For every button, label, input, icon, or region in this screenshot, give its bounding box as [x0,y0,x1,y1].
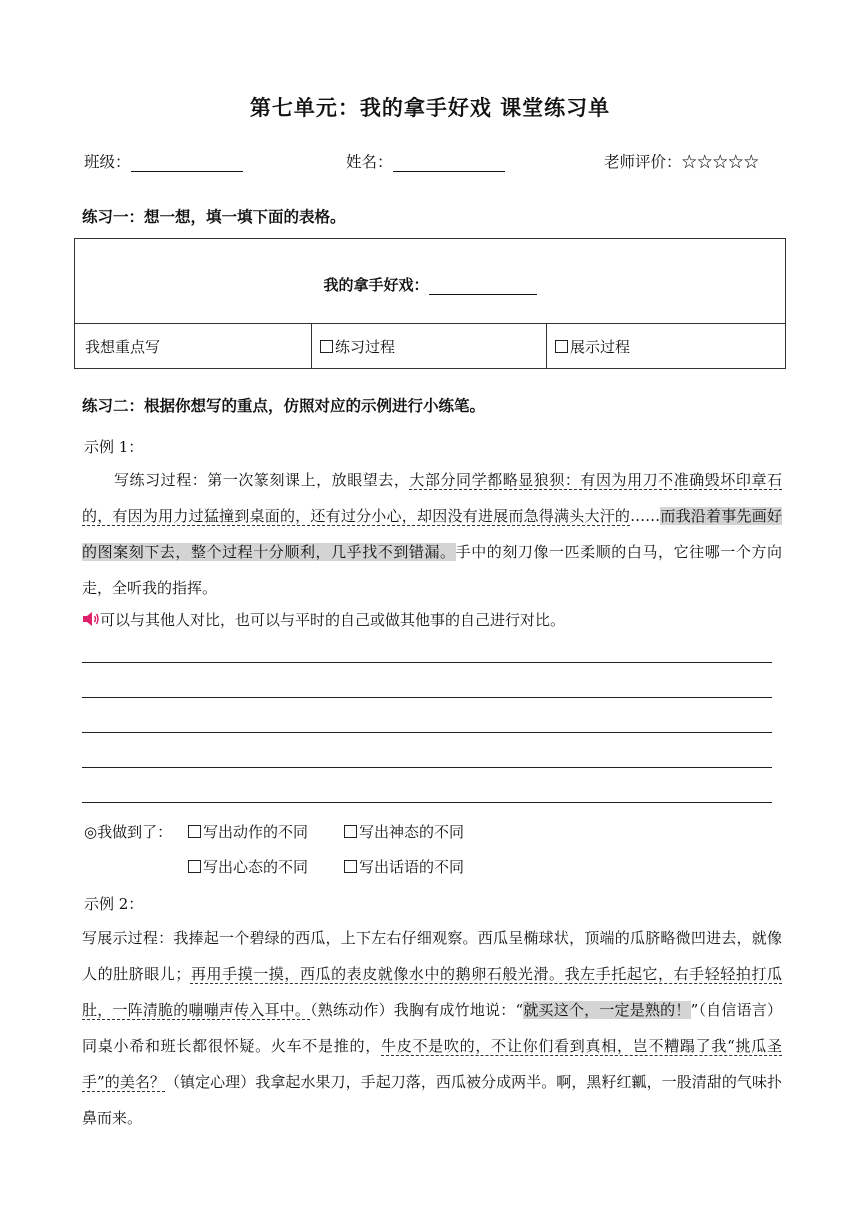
checkbox-icon[interactable] [344,825,357,838]
writing-line[interactable] [82,732,772,733]
name-blank[interactable] [393,157,505,172]
checkbox-icon[interactable] [555,340,568,353]
writing-line[interactable] [82,767,772,768]
tip-line [82,609,565,630]
check-action[interactable] [188,821,308,842]
example1-paragraph [82,462,782,606]
check-speech[interactable] [344,856,464,877]
tip-text: 可以与其他人对比，也可以与平时的自己或做其他事的自己进行对比。 [100,611,566,629]
check-mindset[interactable] [188,856,308,877]
page-title: 第七单元：我的拿手好戏 课堂练习单 [249,96,611,120]
star-rating[interactable]: ☆☆☆☆☆ [681,153,760,171]
p2-part-e: ”（自信语言）同桌小希和班长都很怀疑。火车不是推的， [82,1001,782,1055]
check-expression[interactable] [344,821,464,842]
checkbox-icon[interactable] [188,825,201,838]
p1-underlined: 大部分同学都略显狼狈：有因为用刀不准确毁坏印章石的，有因为用力过猛撞到桌面的，还有过分小心，却因没有进展而急得满头大汗的 [82,471,782,525]
name-field [346,150,505,172]
check-speech-label: 写出话语的不同 [359,858,465,876]
checkbox-icon[interactable] [188,860,201,873]
check-mindset-label: 写出心态的不同 [203,858,309,876]
name-label: 姓名： [346,153,393,171]
check-expression-label: 写出神态的不同 [359,823,465,841]
p1-part-a: 写练习过程：第一次篆刻课上，放眼望去， [114,471,410,489]
row-label: 我想重点写 [75,324,312,369]
option-practice-label: 练习过程 [335,337,396,356]
table-title: 我的拿手好戏： [323,275,429,294]
p2-part-g: （镇定心理）我拿起水果刀，手起刀落，西瓜被分成两半。啊，黑籽红瓤，一股清甜的气味扑鼻而来。 [82,1073,782,1127]
writing-line[interactable] [82,662,772,663]
exercise2-heading: 练习二：根据你想写的重点，仿照对应的示例进行小练笔。 [82,397,486,415]
example2-label: 示例 2： [84,895,144,913]
class-blank[interactable] [131,157,243,172]
table-title-cell [75,239,786,324]
writing-line[interactable] [82,697,772,698]
teacher-evaluation [604,150,759,172]
checkbox-icon[interactable] [320,340,333,353]
writing-line[interactable] [82,802,772,803]
example1-label: 示例 1： [84,438,144,456]
class-field [84,150,243,172]
p2-underlined-action: 再用手摸一摸，西瓜的表皮就像水中的鹅卵石般光滑。我左手托起它，右手轻轻拍打瓜肚，一阵清脆的嘣嘣声传入耳中。 [82,965,782,1019]
class-label: 班级： [84,153,131,171]
p1-part-e: 手中的刻刀像一匹柔顺的白马，它往哪一个方向走，全听我的指挥。 [82,543,782,597]
option-practice[interactable] [312,324,547,369]
speaker-icon [82,611,100,627]
p2-highlight: 就买这个，一定是熟的！ [523,1001,691,1019]
option-show[interactable] [547,324,786,369]
example2-paragraph [82,920,782,1136]
p1-ellipsis: …… [630,507,661,525]
checkbox-icon[interactable] [344,860,357,873]
done-label: ◎我做到了： [84,823,173,841]
p1-highlight: 而我沿着事先画好的图案刻下去，整个过程十分顺利，几乎找不到错漏。 [82,507,782,561]
p2-part-c: （熟练动作）我胸有成竹地说：“ [310,1001,524,1019]
exercise1-heading: 练习一：想一想，填一填下面的表格。 [82,208,346,226]
check-action-label: 写出动作的不同 [203,823,309,841]
evaluation-label: 老师评价： [604,153,682,171]
skill-blank[interactable] [429,280,537,295]
p2-underlined-thought: 牛皮不是吹的，不让你们看到真相，岂不糟蹋了我“挑瓜圣手”的美名？ [82,1037,782,1091]
exercise1-table [74,238,786,369]
p2-part-a: 写展示过程：我捧起一个碧绿的西瓜，上下左右仔细观察。西瓜呈椭球状，顶端的瓜脐略微凹进去，就像人的肚脐眼儿； [82,929,782,983]
option-show-label: 展示过程 [570,337,631,356]
